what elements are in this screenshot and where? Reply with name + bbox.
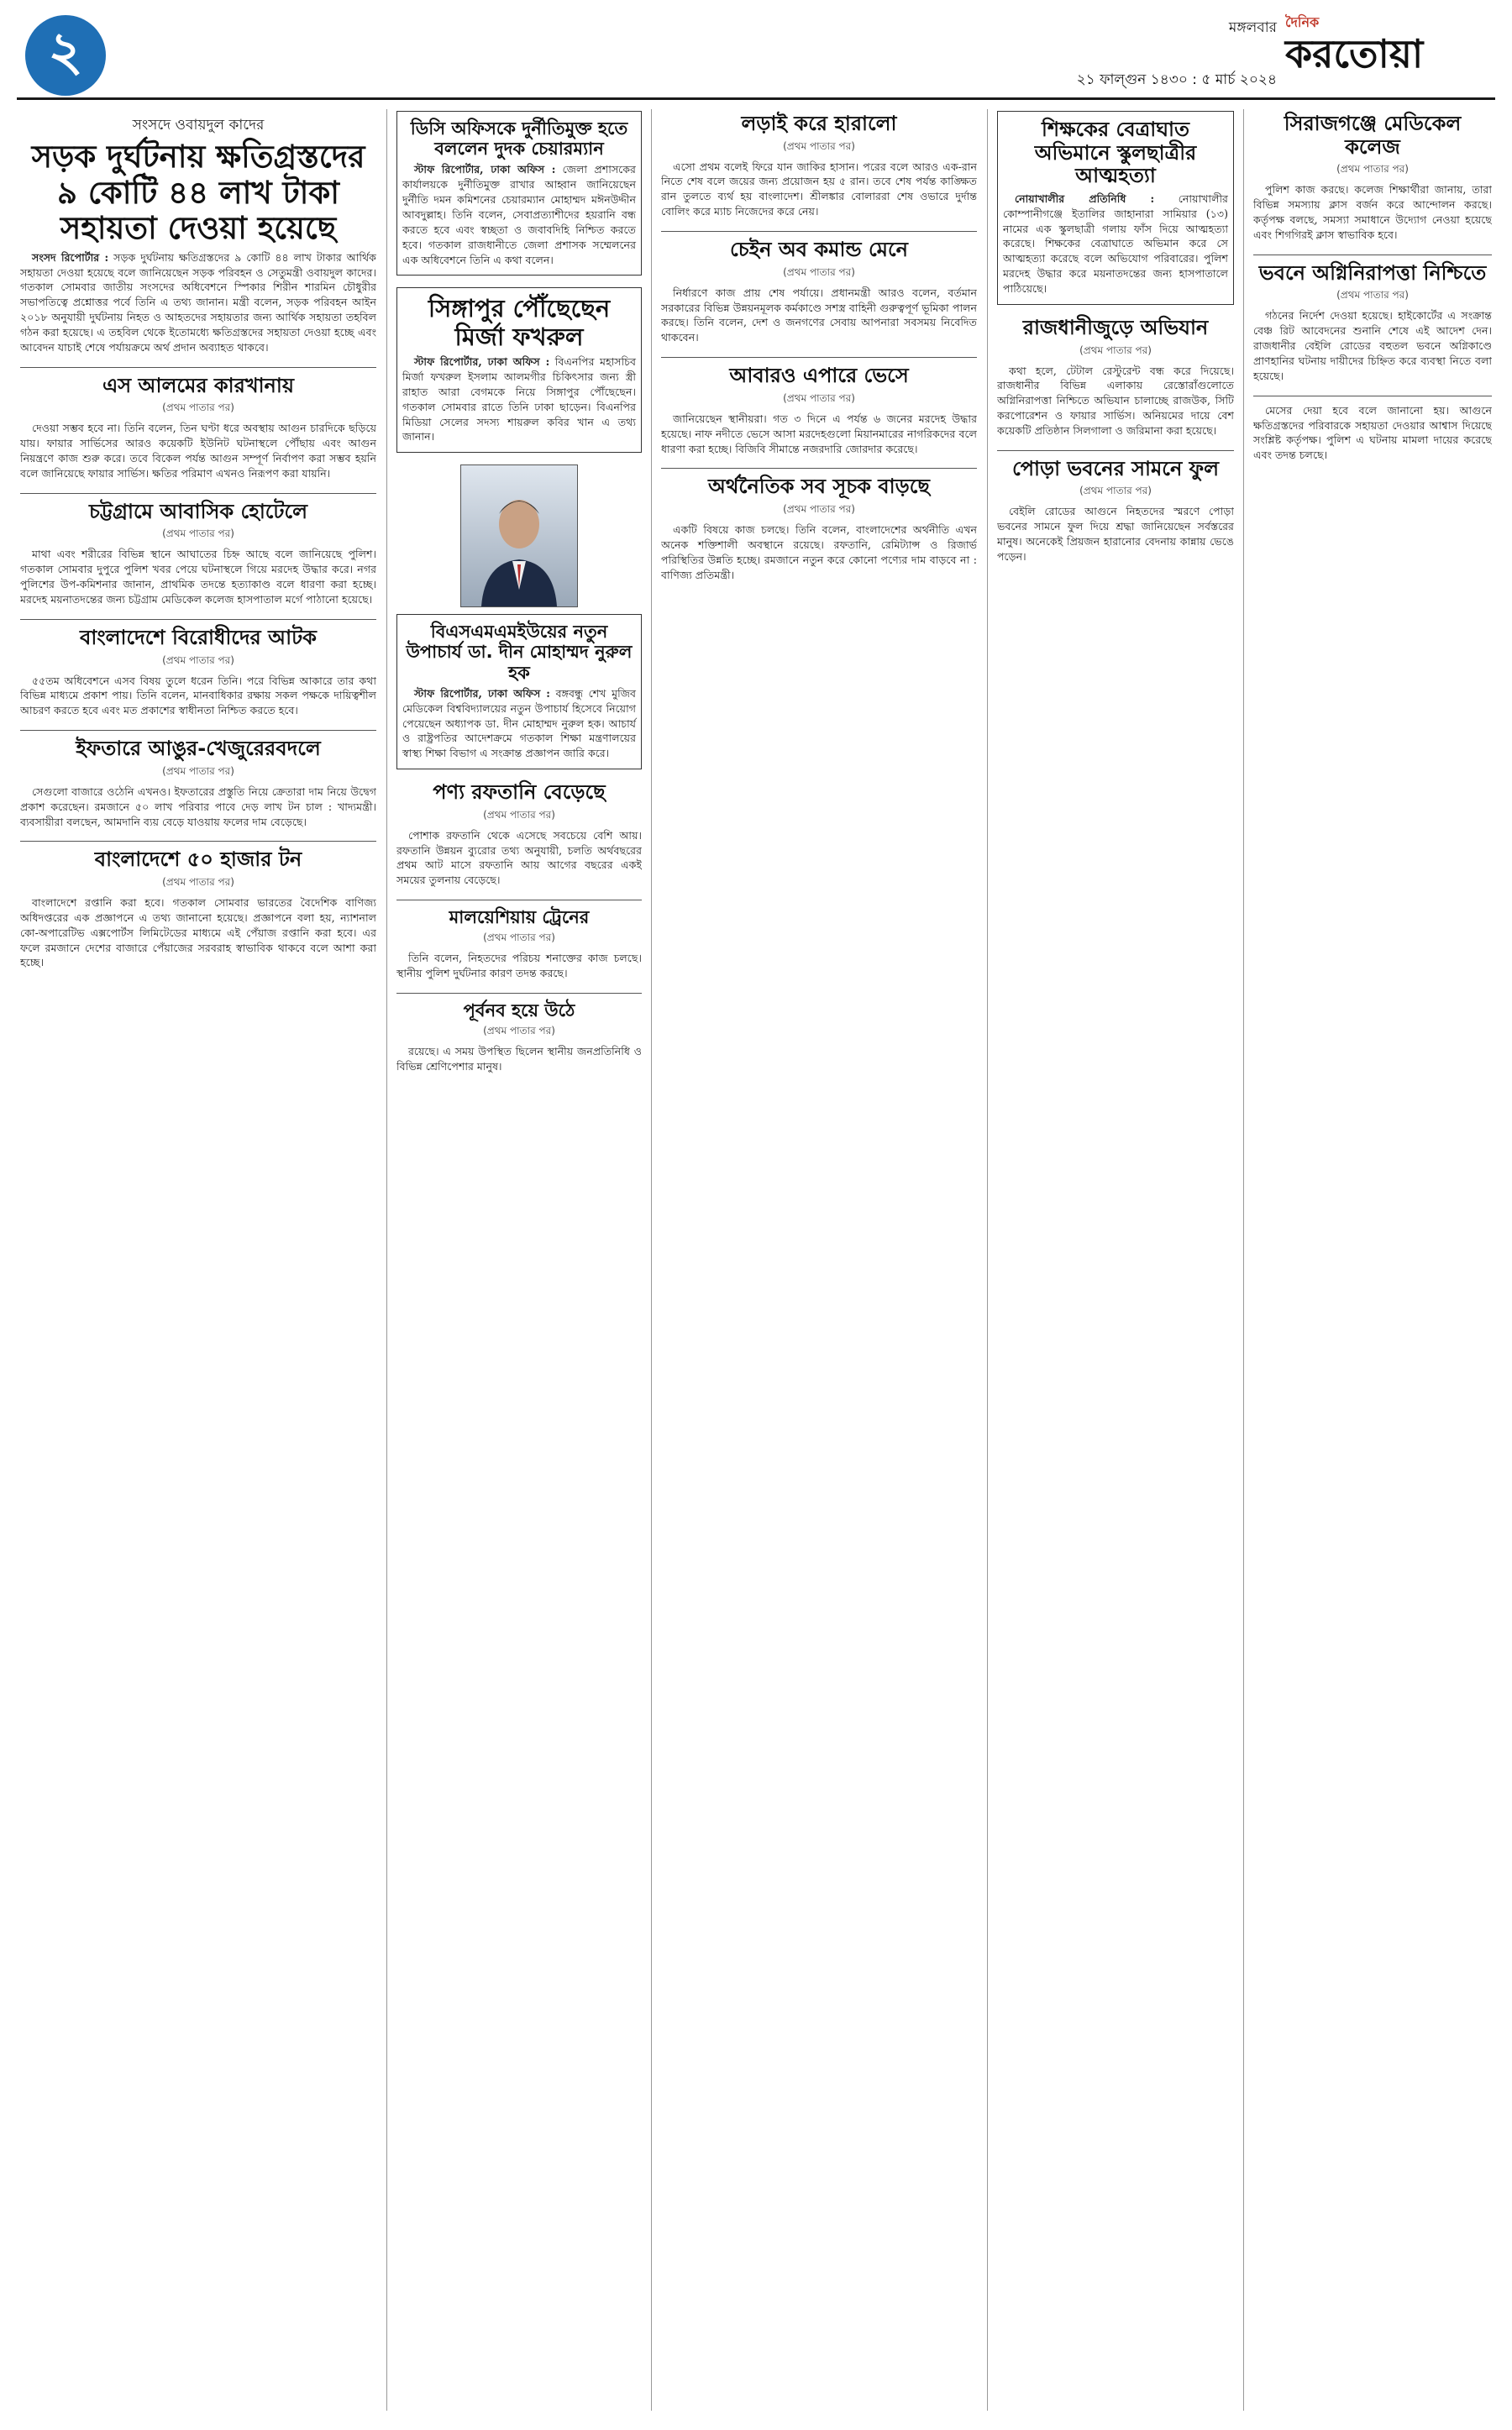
story-divider bbox=[20, 619, 376, 620]
story-headline: শিক্ষকের বেত্রাঘাত অভিমানে স্কুলছাত্রীর আত্মহত্যা bbox=[1034, 118, 1197, 188]
story-body-text: নোয়াখালীর কোম্পানীগঞ্জে ইতালির জাহানারা সামিয়ার (১৩) নামের এক স্কুলছাত্রী গলায় ফাঁস দিয়ে আত্মহত্যা করেছে। শিক্ষকের বেত্রাঘাতে অভিমান করে সে আত্মহত্যা করেছে বলে অভিযোগ পরিবারের। পুলিশ মরদেহ উদ্ধার করে ময়নাতদন্তের জন্য হাসপাতালে পাঠিয়েছে। bbox=[1003, 192, 1228, 296]
story bbox=[396, 614, 642, 769]
story-body bbox=[661, 522, 977, 583]
masthead-date: ২১ ফাল্গুন ১৪৩০ : ৫ মার্চ ২০২৪ bbox=[1076, 71, 1277, 88]
story-body bbox=[661, 160, 977, 220]
story bbox=[661, 365, 977, 456]
story-headline: পোড়া ভবনের সামনে ফুল bbox=[1011, 456, 1220, 480]
story bbox=[997, 317, 1234, 438]
story bbox=[20, 501, 376, 607]
story bbox=[396, 111, 642, 276]
story-body-text: কথা হলে, টেটাল রেস্টুরেন্ট বন্ধ করে দিয়েছে। রাজধানীর বিভিন্ন এলাকায় রেস্তোরাঁগুলোতে অগ্নিনিরাপত্তা নিশ্চিতে অভিযান চালাচ্ছে রাজউক, সিটি করপোরেশন ও ফায়ার সার্ভিস। অনিয়মের দায়ে বেশ কয়েকটি প্রতিষ্ঠান সিলগালা ও জরিমানা করা হয়েছে। bbox=[997, 364, 1234, 437]
masthead-rule bbox=[17, 97, 1495, 100]
story bbox=[20, 375, 376, 481]
story-headline: চট্টগ্রামে আবাসিক হোটেলে bbox=[88, 499, 308, 523]
story-body-text: পোশাক রফতানি থেকে এসেছে সবচেয়ে বেশি আয়। রফতানি উন্নয়ন ব্যুরোর তথ্য অনুযায়ী, চলতি অর্থবছরের প্রথম আট মাসে রফতানি আয় আগের বছরের একই সময়ের তুলনায় বেড়েছে। bbox=[396, 828, 642, 887]
continued-label: (প্রথম পাতার পর) bbox=[162, 402, 234, 414]
continued-label: (প্রথম পাতার পর) bbox=[783, 391, 855, 404]
story-headline: লড়াই করে হারালো bbox=[741, 112, 897, 135]
story-body bbox=[20, 421, 376, 481]
story-body-text: এসো প্রথম বলেই ফিরে যান জাকির হাসান। পরের বলে আরও এক-রান নিতে শেষ বলে জয়ের জন্য প্রয়োজন হয় ৫ রান। তবে শেষ পর্যন্ত কাঙ্ক্ষিত রান তুলতে ব্যর্থ হয় বাংলাদেশ। শ্রীলঙ্কার বোলাররা শেষ ওভারে দুর্দান্ত বোলিং করে ম্যাচ নিজেদের করে নেয়। bbox=[661, 160, 977, 218]
lead-byline: সংসদ রিপোর্টার : bbox=[32, 250, 109, 264]
story-body bbox=[20, 547, 376, 607]
story-body bbox=[396, 828, 642, 889]
story-body bbox=[1253, 403, 1492, 464]
story-divider bbox=[997, 450, 1234, 451]
story-divider bbox=[396, 993, 642, 994]
story-body-text: বেইলি রোডের আগুনে নিহতদের স্মরণে পোড়া ভবনের সামনে ফুল দিয়ে শ্রদ্ধা জানিয়েছেন সর্বস্তরের মানুষ। অনেকেই প্রিয়জন হারানোর বেদনায় কান্নায় ভেঙে পড়েন। bbox=[997, 505, 1234, 564]
story bbox=[1253, 403, 1492, 464]
lead-kicker: সংসদে ওবায়দুল কাদের bbox=[132, 117, 265, 134]
story bbox=[997, 458, 1234, 564]
story-body bbox=[402, 162, 636, 267]
story bbox=[396, 781, 642, 888]
lead-body bbox=[20, 250, 376, 355]
portrait-photo bbox=[460, 464, 578, 607]
continued-label: (প্রথম পাতার পর) bbox=[162, 875, 234, 888]
story-body bbox=[396, 951, 642, 981]
story bbox=[997, 111, 1234, 305]
story bbox=[1253, 113, 1492, 243]
story-headline: ডিসি অফিসকে দুর্নীতিমুক্ত হতে বললেন দুদক চেয়ারম্যান bbox=[410, 118, 628, 160]
continued-label: (প্রথম পাতার পর) bbox=[1336, 163, 1409, 176]
story-body-text: বঙ্গবন্ধু শেখ মুজিব মেডিকেল বিশ্ববিদ্যালয়ের নতুন উপাচার্য হিসেবে নিয়োগ পেয়েছেন অধ্যাপক ডা. দীন মোহাম্মদ নুরুল হক। আচার্য ও রাষ্ট্রপতির আদেশক্রমে গতকাল শিক্ষা মন্ত্রণালয়ের স্বাস্থ্য শিক্ষা বিভাগ এ সংক্রান্ত প্রজ্ঞাপন জারি করে। bbox=[402, 686, 636, 760]
story-body-text: নির্ধারণে কাজ প্রায় শেষ পর্যায়ে। প্রধানমন্ত্রী আরও বলেন, বর্তমান সরকারের বিভিন্ন উন্নয়নমূলক কর্মকাণ্ডে সশস্ত্র বাহিনী গুরুত্বপূর্ণ ভূমিকা পালন করছে। তিনি বলেন, দেশ ও জনগণের সেবায় আপনারা সবসময় নিবেদিত থাকবেন। bbox=[661, 286, 977, 344]
story-body-text: ৫৫তম অধিবেশনে এসব বিষয় তুলে ধরেন তিনি। পরে বিভিন্ন আকারে তার কথা বিভিন্ন মাধ্যমে প্রকাশ পায়। তিনি বলেন, মানবাধিকার রক্ষায় সকল পক্ষকে দায়িত্বশীল আচরণ করতে হবে এবং মত প্রকাশের স্বাধীনতা নিশ্চিত করতে হবে। bbox=[20, 674, 376, 717]
story-divider bbox=[20, 730, 376, 731]
story bbox=[20, 627, 376, 718]
story bbox=[396, 287, 642, 453]
story-body-text: বিএনপির মহাসচিব মির্জা ফখরুল ইসলাম আলমগীর চিকিৎসার জন্য স্ত্রী রাহাত আরা বেগমকে নিয়ে সিঙ্গাপুর পৌঁছেছেন। গতকাল সোমবার রাতে তিনি ঢাকা ছাড়েন। বিএনপির মিডিয়া সেলের সদস্য শায়রুল কবির খান এ তথ্য জানান। bbox=[402, 355, 636, 443]
continued-label: (প্রথম পাতার পর) bbox=[162, 764, 234, 777]
story-headline: সিরাজগঞ্জে মেডিকেল কলেজ bbox=[1284, 112, 1462, 159]
column-5 bbox=[1253, 111, 1492, 2412]
lead-headline: সড়ক দুর্ঘটনায় ক্ষতিগ্রস্তদের ৯ কোটি ৪৪ লাখ টাকা সহায়তা দেওয়া হয়েছে bbox=[31, 139, 365, 247]
story-body-text: একটি বিষয়ে কাজ চলছে। তিনি বলেন, বাংলাদেশের অর্থনীতি এখন অনেক শক্তিশালী অবস্থানে রয়েছে। রফতানি, রেমিট্যান্স ও রিজার্ভ পরিস্থিতির উন্নতি হচ্ছে। রমজানে নতুন করে কোনো পণ্যের দাম বাড়বে না : বাণিজ্য প্রতিমন্ত্রী। bbox=[661, 523, 977, 581]
story-headline: সিঙ্গাপুর পৌঁছেছেন মির্জা ফখরুল bbox=[428, 294, 611, 351]
story-divider bbox=[661, 468, 977, 469]
continued-label: (প্রথম পাতার পর) bbox=[1079, 485, 1152, 497]
masthead-day: মঙ্গলবার bbox=[1228, 19, 1277, 36]
lead-story bbox=[20, 114, 376, 355]
story-headline: আবারও এপারে ভেসে bbox=[729, 364, 909, 388]
story bbox=[661, 475, 977, 582]
story-byline: স্টাফ রিপোর্টার, ঢাকা অফিস : bbox=[414, 686, 550, 700]
story-headline: ইফতারে আঙুর-খেজুরেরবদলে bbox=[76, 737, 321, 761]
continued-label: (প্রথম পাতার পর) bbox=[483, 808, 555, 821]
story bbox=[396, 1000, 642, 1074]
story-headline: অর্থনৈতিক সব সূচক বাড়ছে bbox=[708, 475, 930, 499]
story-divider bbox=[661, 357, 977, 358]
continued-label: (প্রথম পাতার পর) bbox=[1336, 289, 1409, 302]
continued-label: (প্রথম পাতার পর) bbox=[1079, 344, 1152, 356]
column-1 bbox=[20, 111, 376, 2412]
story-body-text: রয়েছে। এ সময় উপস্থিত ছিলেন স্থানীয় জনপ্রতিনিধি ও বিভিন্ন শ্রেণিপেশার মানুষ। bbox=[396, 1045, 642, 1073]
continued-label: (প্রথম পাতার পর) bbox=[783, 139, 855, 152]
story-headline: বাংলাদেশে ৫০ হাজার টন bbox=[94, 848, 302, 872]
continued-label: (প্রথম পাতার পর) bbox=[783, 265, 855, 278]
story bbox=[396, 907, 642, 981]
story-divider bbox=[20, 493, 376, 494]
continued-label: (প্রথম পাতার পর) bbox=[483, 1025, 555, 1037]
logo-small: দৈনিক bbox=[1285, 14, 1320, 30]
continued-label: (প্রথম পাতার পর) bbox=[483, 932, 555, 944]
story-body-text: দেওয়া সম্ভব হবে না। তিনি বলেন, তিন ঘণ্টা ধরে অবস্থায় আগুন চারদিকে ছড়িয়ে যায়। ফায়ার সার্ভিসের আরও কয়েকটি ইউনিট ঘটনাস্থলে পৌঁছায় এবং আগুন নিয়ন্ত্রণে কাজ শুরু করে। তবে বিকেল পর্যন্ত আগুন সম্পূর্ণ নির্বাপণ করা সম্ভব হয়নি বলে জানিয়েছে ফায়ার সার্ভিস। ক্ষতির পরিমাণ এখনও নিরূপণ করা যায়নি। bbox=[20, 422, 376, 480]
story bbox=[20, 737, 376, 829]
story-body-text: মাথা এবং শরীরের বিভিন্ন স্থানে আঘাতের চিহ্ন আছে বলে জানিয়েছে পুলিশ। গতকাল সোমবার দুপুরে পুলিশ খবর পেয়ে ঘটনাস্থলে গিয়ে মরদেহ উদ্ধার করে। নগর পুলিশের উপ-কমিশনার জানান, প্রাথমিক তদন্তে হত্যাকাণ্ড বলে ধারণা করা হচ্ছে। মরদেহ ময়নাতদন্তের জন্য চট্টগ্রাম মেডিকেল কলেজ হাসপাতাল মর্গে পাঠানো হয়েছে। bbox=[20, 548, 376, 606]
story-divider bbox=[20, 841, 376, 842]
story bbox=[20, 848, 376, 970]
column-divider bbox=[386, 109, 387, 2411]
story-headline: এস আলমের কারখানায় bbox=[102, 373, 294, 397]
column-divider bbox=[1243, 109, 1244, 2411]
story bbox=[661, 113, 977, 219]
story-byline: স্টাফ রিপোর্টার, ঢাকা অফিস : bbox=[414, 355, 550, 369]
story-body bbox=[1253, 182, 1492, 243]
story-body bbox=[20, 785, 376, 830]
story-headline: বাংলাদেশে বিরোধীদের আটক bbox=[80, 625, 317, 649]
story-divider bbox=[661, 231, 977, 232]
story-body bbox=[997, 504, 1234, 564]
page-number-badge: ২ bbox=[25, 15, 106, 96]
continued-label: (প্রথম পাতার পর) bbox=[162, 653, 234, 666]
person-portrait-icon bbox=[473, 480, 565, 606]
story-body bbox=[20, 674, 376, 719]
story-headline: ভবনে অগ্নিনিরাপত্তা নিশ্চিতে bbox=[1258, 260, 1487, 285]
column-divider bbox=[987, 109, 988, 2411]
story-headline: রাজধানীজুড়ে অভিযান bbox=[1022, 315, 1209, 339]
story-body-text: গঠনের নির্দেশ দেওয়া হয়েছে। হাইকোর্টের এ সংক্রান্ত বেঞ্চ রিট আবেদনের শুনানি শেষে এই আদেশ দেন। রাজধানীর বেইলি রোডের বহুতল ভবনে অগ্নিকাণ্ডে প্রাণহানির ঘটনায় দায়ীদের চিহ্নিত করে ব্যবস্থা নিতে বলা হয়েছে। bbox=[1253, 309, 1492, 382]
story-body bbox=[661, 286, 977, 346]
column-4 bbox=[997, 111, 1234, 2412]
story-headline: বিএসএমএমইউয়ের নতুন উপাচার্য ডা. দীন মোহাম্মদ নুরুল হক bbox=[406, 622, 633, 683]
story-headline: পূর্বনব হয়ে উঠে bbox=[463, 1000, 575, 1021]
continued-label: (প্রথম পাতার পর) bbox=[162, 527, 234, 540]
story-body bbox=[396, 1044, 642, 1074]
story-body-text: বাংলাদেশে রপ্তানি করা হবে। গতকাল সোমবার ভারতের বৈদেশিক বাণিজ্য অধিদপ্তরের এক প্রজ্ঞাপনে এ তথ্য জানানো হয়েছে। প্রজ্ঞাপনে বলা হয়, ন্যাশনাল কো-অপারেটিভ এক্সপোর্টস লিমিটেডের মাধ্যমে এই পেঁয়াজ রপ্তানি করা হবে। এর ফলে রমজানে দেশের বাজারে পেঁয়াজের সরবরাহ স্বাভাবিক থাকবে বলে আশা করা হচ্ছে। bbox=[20, 895, 376, 969]
column-3 bbox=[661, 111, 977, 2412]
story-body bbox=[1003, 192, 1228, 297]
story-body bbox=[997, 364, 1234, 438]
story-divider bbox=[20, 367, 376, 368]
story-byline: নোয়াখালীর প্রতিনিধি : bbox=[1015, 192, 1155, 205]
column-divider bbox=[651, 109, 652, 2411]
story-body-text: জানিয়েছেন স্থানীয়রা। গত ৩ দিনে এ পর্যন্ত ৬ জনের মরদেহ উদ্ধার হয়েছে। নাফ নদীতে ভেসে আসা মরদেহগুলো মিয়ানমারের নাগরিকদের বলে ধারণা করা হচ্ছে। বিজিবি সীমান্তে নজরদারি জোরদার করেছে। bbox=[661, 412, 977, 455]
column-2 bbox=[396, 111, 642, 2412]
story-body bbox=[402, 354, 636, 444]
story bbox=[1253, 262, 1492, 384]
story-body-text: সেগুলো বাজারে ওঠেনি এখনও। ইফতারের প্রস্তুতি নিয়ে ক্রেতারা দাম নিয়ে উদ্বেগ প্রকাশ করেছেন। রমজানে ৫০ লাখ পরিবার পাবে দেড় লাখ টন চাল : খাদ্যমন্ত্রী। ব্যবসায়ীরা বলছেন, আমদানি ব্যয় বেড়ে যাওয়ায় ফলের দাম বেড়েছে। bbox=[20, 785, 376, 828]
story-body-text: মেসের দেয়া হবে বলে জানানো হয়। আগুনে ক্ষতিগ্রস্তদের পরিবারকে সহায়তা দেওয়ার আশ্বাস দিয়েছে সংশ্লিষ্ট কর্তৃপক্ষ। পুলিশ এ ঘটনায় মামলা দায়ের করেছে এবং তদন্ত চলছে। bbox=[1253, 403, 1492, 462]
story-body-text: জেলা প্রশাসকের কার্যালয়কে দুর্নীতিমুক্ত রাখার আহ্বান জানিয়েছেন দুর্নীতি দমন কমিশনের চেয়ারম্যান মোহাম্মদ মঈনউদ্দীন আবদুল্লাহ। তিনি বলেন, সেবাপ্রত্যাশীদের হয়রানি বন্ধ করতে হবে এবং স্বচ্ছতা ও জবাবদিহি নিশ্চিত করতে হবে। গতকাল রাজধানীতে জেলা প্রশাসক সম্মেলনের এক অধিবেশনে তিনি এ কথা বলেন। bbox=[402, 163, 636, 266]
story-body-text: তিনি বলেন, নিহতদের পরিচয় শনাক্তের কাজ চলছে। স্থানীয় পুলিশ দুর্ঘটনার কারণ তদন্ত করছে। bbox=[396, 952, 642, 980]
story-headline: চেইন অব কমান্ড মেনে bbox=[730, 238, 908, 262]
story-body bbox=[402, 686, 636, 761]
story-headline: পণ্য রফতানি বেড়েছে bbox=[433, 780, 606, 805]
lead-body-text: সড়ক দুর্ঘটনায় ক্ষতিগ্রস্তদের ৯ কোটি ৪৪ লাখ টাকার আর্থিক সহায়তা দেওয়া হয়েছে বলে জানিয়েছেন সড়ক পরিবহন ও সেতুমন্ত্রী ওবায়দুল কাদের। গতকাল সোমবার জাতীয় সংসদের অধিবেশনে স্পিকার শিরীন শারমিন চৌধুরীর সভাপতিত্বে প্রশ্নোত্তর পর্বে তিনি এ তথ্য জানান। মন্ত্রী বলেন, সড়ক পরিবহন আইন ২০১৮ অনুযায়ী দুর্ঘটনায় নিহত ও আহতদের সহায়তার জন্য আর্থিক সহায়তা তহবিল গঠন করা হয়েছে। এ তহবিল থেকে ইতোমধ্যে ক্ষতিগ্রস্তদের সহায়তা দেওয়া হচ্ছে এবং আবেদন যাচাই শেষে পর্যায়ক্রমে অর্থ প্রদান অব্যাহত থাকবে। bbox=[20, 250, 376, 354]
story-body bbox=[20, 895, 376, 970]
continued-label: (প্রথম পাতার পর) bbox=[783, 503, 855, 515]
story-headline: মালয়েশিয়ায় ট্রেনের bbox=[449, 907, 590, 928]
story-body bbox=[1253, 308, 1492, 383]
story bbox=[661, 239, 977, 345]
story-byline: স্টাফ রিপোর্টার, ঢাকা অফিস : bbox=[414, 163, 556, 176]
story-body-text: পুলিশ কাজ করছে। কলেজ শিক্ষার্থীরা জানায়, তারা বিভিন্ন সমস্যায় ক্লাস বর্জন করে আন্দোলন করছে। কর্তৃপক্ষ বলছে, সমস্যা সমাধানে উদ্যোগ নেওয়া হয়েছে এবং শিগগিরই ক্লাস স্বাভাবিক হবে। bbox=[1253, 183, 1492, 241]
logo-big: করতোয়া bbox=[1285, 31, 1424, 76]
story-body bbox=[661, 412, 977, 457]
newspaper-logo bbox=[1285, 12, 1495, 96]
